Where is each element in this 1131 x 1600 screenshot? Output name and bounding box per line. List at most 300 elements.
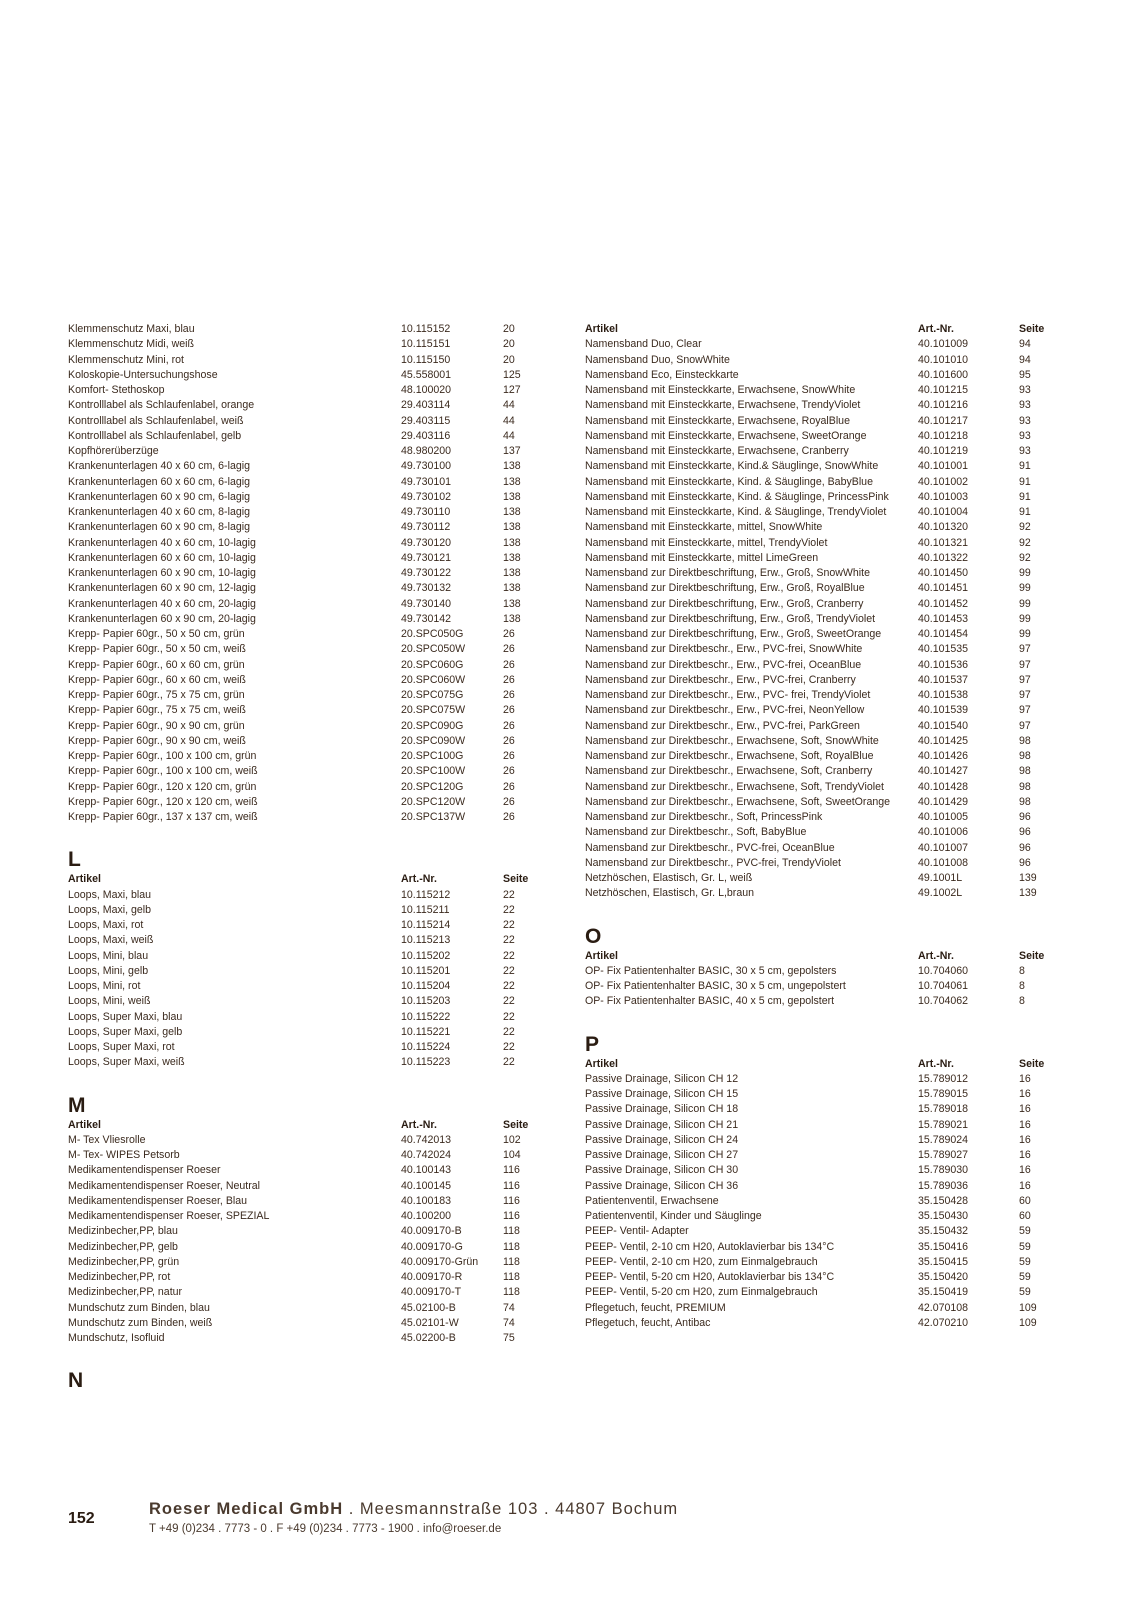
article-number: 20.SPC137W [401, 811, 466, 823]
article-name: Passive Drainage, Silicon CH 30 [585, 1164, 739, 1177]
article-number: 10.115202 [401, 949, 451, 962]
article-number: 10.115224 [401, 1041, 451, 1053]
article-name: Namensband mit Einsteckkarte, Erwachsene, SweetOrange [585, 429, 867, 442]
page-ref: 96 [1019, 826, 1031, 839]
table-row [68, 490, 521, 505]
article-number: 10.115221 [401, 1025, 451, 1038]
article-name: Mundschutz zum Binden, weiß [68, 1316, 213, 1329]
article-name: OP- Fix Patientenhalter BASIC, 30 x 5 cm, ungepolstert [585, 980, 846, 992]
table-row [585, 1209, 1031, 1224]
article-name: Netzhöschen, Elastisch, Gr. L, weiß [585, 872, 753, 884]
section-letter: N [68, 1369, 84, 1393]
article-number: 15.789018 [918, 1103, 969, 1116]
article-number: 15.789036 [918, 1179, 969, 1192]
article-number: 40.101001 [918, 460, 969, 473]
header-page-ref: Seite [503, 1118, 529, 1131]
page-ref: 118 [503, 1240, 520, 1253]
page-ref: 22 [503, 995, 515, 1008]
article-name: Namensband zur Direktbeschr., Erw., PVC- frei, TrendyViolet [585, 689, 871, 701]
table-row [585, 795, 1031, 810]
page-ref: 75 [503, 1332, 515, 1344]
article-name: Medikamentendispenser Roeser, SPEZIAL [68, 1210, 270, 1222]
article-number: 40.101006 [918, 826, 969, 839]
table-row [585, 581, 1031, 596]
article-name: Namensband zur Direktbeschr., Erw., PVC-frei, Cranberry [585, 673, 856, 686]
index-section [68, 1093, 529, 1347]
article-number: 40.100183 [401, 1194, 452, 1207]
table-row [585, 429, 1031, 444]
article-name: M- Tex Vliesrolle [68, 1133, 146, 1146]
page-ref: 138 [503, 551, 521, 564]
page-ref: 26 [503, 643, 515, 656]
article-number: 42.070108 [918, 1301, 969, 1314]
page-ref: 91 [1019, 490, 1031, 503]
page-ref: 138 [503, 521, 521, 534]
article-name: Krepp- Papier 60gr., 90 x 90 cm, grün [68, 719, 245, 732]
article-name: Pflegetuch, feucht, Antibac [585, 1316, 711, 1329]
page-ref: 22 [503, 919, 515, 931]
article-name: Namensband zur Direktbeschriftung, Erw., Groß, SweetOrange [585, 628, 882, 640]
article-number: 20.SPC060W [401, 673, 466, 686]
article-name: Koloskopie-Untersuchungshose [68, 368, 218, 381]
page-ref: 138 [503, 612, 521, 625]
page-ref: 60 [1019, 1194, 1031, 1207]
article-name: Namensband Duo, SnowWhite [585, 353, 730, 366]
table-row [68, 888, 515, 903]
page-ref: 116 [503, 1210, 520, 1222]
article-number: 40.101425 [918, 734, 969, 747]
article-name: Namensband zur Direktbeschr., PVC-frei, OceanBlue [585, 841, 835, 854]
article-number: 49.1001L [918, 872, 963, 884]
article-number: 10.115151 [401, 338, 451, 351]
company-address: . Meesmannstraße 103 . 44807 Bochum [348, 1500, 679, 1518]
article-name: Loops, Maxi, rot [68, 919, 144, 931]
page-number: 152 [68, 1510, 95, 1527]
article-name: M- Tex- WIPES Petsorb [68, 1149, 180, 1161]
table-row [68, 1148, 521, 1163]
table-row [68, 1301, 515, 1316]
article-name: Krankenunterlagen 60 x 90 cm, 12-lagig [68, 582, 256, 595]
page-ref: 22 [503, 1010, 515, 1023]
table-row [585, 597, 1031, 612]
article-number: 20.SPC090G [401, 719, 464, 732]
article-name: Namensband Eco, Einsteckkarte [585, 368, 739, 381]
table-row [68, 780, 515, 795]
page-ref: 22 [503, 980, 515, 992]
page-ref: 44 [503, 429, 515, 442]
article-name: Kopfhörerüberzüge [68, 445, 159, 457]
article-name: Mundschutz, Isofluid [68, 1332, 165, 1344]
article-number: 35.150432 [918, 1225, 969, 1238]
page-ref: 20 [503, 353, 515, 366]
article-name: Patientenventil, Erwachsene [585, 1194, 719, 1207]
article-name: Namensband mit Einsteckkarte, Erwachsene, RoyalBlue [585, 414, 850, 427]
table-row [68, 566, 521, 581]
header-article-number: Art.-Nr. [918, 1057, 954, 1070]
header-article-name: Artikel [68, 1118, 101, 1131]
page-ref: 16 [1019, 1133, 1031, 1146]
article-number: 15.789021 [918, 1118, 969, 1131]
article-name: Krepp- Papier 60gr., 75 x 75 cm, grün [68, 689, 245, 701]
article-name: Namensband zur Direktbeschr., Erw., PVC-frei, NeonYellow [585, 704, 865, 717]
page-ref: 26 [503, 719, 515, 732]
section-letter: O [585, 924, 602, 948]
table-row [68, 1179, 520, 1194]
table-row [68, 353, 515, 368]
article-name: Namensband mit Einsteckkarte, Erwachsene, SnowWhite [585, 384, 856, 396]
article-name: Loops, Super Maxi, weiß [68, 1056, 185, 1069]
article-name: Namensband mit Einsteckkarte, Erwachsene, TrendyViolet [585, 399, 861, 412]
table-row [585, 1133, 1031, 1148]
article-number: 40.101009 [918, 338, 969, 351]
article-number: 40.101537 [918, 673, 969, 686]
page-ref: 102 [503, 1133, 521, 1146]
article-name: Namensband zur Direktbeschriftung, Erw., Groß, SnowWhite [585, 567, 870, 579]
table-row [68, 642, 515, 657]
article-name: Mundschutz zum Binden, blau [68, 1301, 210, 1314]
left-column [68, 322, 529, 1393]
table-row [68, 933, 515, 948]
table-row [585, 749, 1031, 764]
article-name: Krepp- Papier 60gr., 60 x 60 cm, weiß [68, 673, 246, 686]
page-ref: 98 [1019, 734, 1031, 747]
article-name: Klemmenschutz Maxi, blau [68, 323, 195, 335]
article-name: Krankenunterlagen 40 x 60 cm, 10-lagig [68, 536, 256, 549]
page-ref: 20 [503, 338, 515, 351]
article-name: Medizinbecher,PP, gelb [68, 1240, 178, 1253]
table-row [585, 536, 1031, 551]
page-ref: 97 [1019, 704, 1031, 717]
table-row [68, 1025, 515, 1040]
page-ref: 16 [1019, 1103, 1031, 1116]
article-number: 40.101320 [918, 521, 969, 534]
table-row [585, 1072, 1031, 1087]
article-name: Medikamentendispenser Roeser, Blau [68, 1194, 248, 1207]
table-row [68, 1133, 521, 1148]
table-row [585, 337, 1031, 352]
table-row [68, 475, 521, 490]
table-row [68, 903, 515, 918]
page-ref: 138 [503, 490, 521, 503]
table-row [585, 979, 1025, 994]
header-article-name: Artikel [585, 323, 618, 335]
article-number: 49.730142 [401, 612, 452, 625]
article-number: 10.115223 [401, 1056, 451, 1069]
page-ref: 98 [1019, 780, 1031, 793]
article-name: Namensband mit Einsteckkarte, Kind.& Säuglinge, SnowWhite [585, 460, 879, 473]
article-name: Krepp- Papier 60gr., 137 x 137 cm, weiß [68, 811, 258, 823]
article-number: 35.150428 [918, 1194, 969, 1207]
header-article-number: Art.-Nr. [401, 1118, 437, 1131]
table-row [68, 414, 515, 429]
table-row [585, 475, 1031, 490]
article-name: Namensband zur Direktbeschriftung, Erw., Groß, TrendyViolet [585, 612, 876, 625]
article-number: 40.101003 [918, 490, 969, 503]
page-ref: 138 [503, 567, 521, 579]
table-row [585, 1163, 1031, 1178]
article-number: 10.115212 [401, 888, 451, 901]
article-name: Medizinbecher,PP, blau [68, 1225, 178, 1238]
article-number: 20.SPC050G [401, 628, 464, 640]
table-row [68, 536, 521, 551]
table-row [585, 658, 1031, 673]
table-row [585, 1255, 1031, 1270]
page-ref: 44 [503, 414, 515, 427]
article-number: 10.115201 [401, 964, 451, 977]
article-number: 49.730100 [401, 460, 452, 473]
page-ref: 26 [503, 658, 515, 671]
header-page-ref: Seite [1019, 323, 1045, 335]
table-row [585, 688, 1031, 703]
table-header [585, 1057, 1045, 1072]
article-number: 15.789015 [918, 1088, 969, 1100]
page-ref: 16 [1019, 1164, 1031, 1177]
table-row [585, 871, 1037, 886]
page-ref: 91 [1019, 460, 1031, 473]
article-number: 10.115204 [401, 980, 451, 992]
table-row [585, 1240, 1031, 1255]
table-row [68, 1270, 520, 1285]
article-number: 10.115222 [401, 1010, 451, 1023]
article-number: 49.1002L [918, 887, 963, 900]
page-ref: 74 [503, 1316, 515, 1329]
page-ref: 22 [503, 903, 515, 916]
header-article-number: Art.-Nr. [918, 949, 954, 962]
page-ref: 138 [503, 475, 521, 488]
table-row [585, 886, 1037, 901]
article-number: 40.101218 [918, 429, 969, 442]
page-ref: 22 [503, 964, 515, 977]
page-ref: 138 [503, 506, 521, 518]
article-number: 40.101540 [918, 719, 969, 732]
article-number: 49.730122 [401, 567, 452, 579]
table-row [68, 1055, 515, 1070]
table-row [68, 1040, 515, 1055]
article-name: Krankenunterlagen 60 x 60 cm, 10-lagig [68, 551, 256, 564]
table-row [68, 918, 515, 933]
table-row [585, 1102, 1031, 1117]
article-number: 20.SPC075W [401, 704, 466, 717]
article-number: 10.704061 [918, 980, 969, 992]
article-number: 40.101427 [918, 765, 969, 778]
article-number: 20.SPC050W [401, 643, 466, 656]
page-ref: 94 [1019, 338, 1031, 351]
article-name: Patientenventil, Kinder und Säuglinge [585, 1210, 762, 1222]
article-name: Pflegetuch, feucht, PREMIUM [585, 1301, 726, 1314]
article-name: Namensband zur Direktbeschr., Erwachsene, Soft, SnowWhite [585, 734, 879, 747]
page-ref: 93 [1019, 384, 1031, 396]
article-number: 40.101322 [918, 551, 969, 564]
table-row [68, 994, 515, 1009]
table-row [585, 856, 1031, 871]
page-ref: 97 [1019, 719, 1031, 732]
article-name: Klemmenschutz Midi, weiß [68, 338, 194, 351]
article-number: 40.101426 [918, 750, 969, 762]
article-number: 40.101451 [918, 582, 969, 595]
article-number: 35.150430 [918, 1210, 969, 1222]
table-row [585, 1285, 1031, 1300]
article-number: 35.150416 [918, 1240, 969, 1253]
table-row [68, 459, 521, 474]
table-row [585, 703, 1031, 718]
article-number: 40.101600 [918, 368, 969, 381]
article-name: Namensband zur Direktbeschr., Erwachsene, Soft, TrendyViolet [585, 780, 884, 793]
page-ref: 139 [1019, 872, 1037, 884]
page-ref: 26 [503, 765, 515, 778]
article-number: 45.02200-B [401, 1332, 456, 1344]
article-name: Loops, Maxi, blau [68, 888, 152, 901]
page-ref: 22 [503, 949, 515, 962]
page-ref: 137 [503, 445, 521, 457]
page-ref: 92 [1019, 521, 1031, 534]
index-section [585, 1032, 1045, 1332]
header-article-name: Artikel [585, 949, 618, 962]
table-header [585, 322, 1045, 337]
page-ref: 95 [1019, 368, 1031, 381]
article-name: Medizinbecher,PP, rot [68, 1271, 171, 1283]
article-number: 15.789024 [918, 1133, 969, 1146]
table-row [68, 688, 515, 703]
article-name: Namensband mit Einsteckkarte, mittel LimeGreen [585, 551, 819, 564]
page-ref: 99 [1019, 582, 1031, 595]
article-number: 49.730112 [401, 521, 451, 534]
page-ref: 94 [1019, 353, 1031, 366]
article-number: 45.02101-W [401, 1316, 459, 1329]
article-name: Loops, Super Maxi, rot [68, 1041, 175, 1053]
article-number: 20.SPC120W [401, 795, 466, 808]
page-ref: 96 [1019, 841, 1031, 854]
page-ref: 138 [503, 460, 521, 473]
index-section [585, 322, 1045, 902]
table-row [68, 383, 521, 398]
page-ref: 93 [1019, 399, 1031, 412]
article-name: Kontrolllabel als Schlaufenlabel, gelb [68, 429, 242, 442]
table-row [585, 1224, 1031, 1239]
article-name: Namensband mit Einsteckkarte, Kind. & Säuglinge, TrendyViolet [585, 506, 887, 518]
page-ref: 138 [503, 597, 521, 610]
article-name: Namensband mit Einsteckkarte, Kind. & Säuglinge, BabyBlue [585, 475, 873, 488]
article-name: Krankenunterlagen 60 x 90 cm, 10-lagig [68, 567, 256, 579]
article-name: Namensband zur Direktbeschr., Erw., PVC-frei, ParkGreen [585, 719, 860, 732]
article-number: 35.150415 [918, 1255, 969, 1268]
page-ref: 109 [1019, 1301, 1037, 1314]
table-row [585, 1118, 1031, 1133]
article-name: Loops, Maxi, gelb [68, 903, 152, 916]
article-number: 10.115213 [401, 934, 451, 947]
article-number: 20.SPC120G [401, 780, 464, 793]
article-number: 49.730120 [401, 536, 452, 549]
table-row [68, 398, 515, 413]
table-row [68, 734, 515, 749]
article-name: Namensband zur Direktbeschr., Erwachsene, Soft, Cranberry [585, 765, 873, 778]
table-row [585, 383, 1031, 398]
article-name: Namensband zur Direktbeschriftung, Erw., Groß, Cranberry [585, 597, 864, 610]
article-number: 40.009170-G [401, 1240, 463, 1253]
header-article-number: Art.-Nr. [918, 323, 954, 335]
table-row [585, 1087, 1031, 1102]
page-ref: 8 [1019, 964, 1025, 977]
page-ref: 92 [1019, 536, 1031, 549]
table-row [585, 1194, 1031, 1209]
article-number: 40.101007 [918, 841, 969, 854]
right-column [585, 322, 1045, 1331]
table-row [585, 841, 1031, 856]
article-name: Krepp- Papier 60gr., 90 x 90 cm, weiß [68, 734, 246, 747]
article-number: 40.101452 [918, 597, 969, 610]
section-letter: P [585, 1032, 600, 1056]
article-number: 10.704062 [918, 995, 969, 1008]
company-name: Roeser Medical GmbH [149, 1500, 344, 1518]
article-name: Namensband zur Direktbeschr., Soft, PrincessPink [585, 811, 823, 823]
header-page-ref: Seite [1019, 949, 1045, 962]
table-row [585, 825, 1031, 840]
table-row [68, 1316, 515, 1331]
article-number: 40.101538 [918, 689, 969, 701]
page-ref: 26 [503, 780, 515, 793]
table-row [68, 658, 515, 673]
article-name: Krepp- Papier 60gr., 50 x 50 cm, weiß [68, 643, 246, 656]
page-ref: 97 [1019, 689, 1031, 701]
table-row [585, 490, 1031, 505]
article-number: 40.101216 [918, 399, 969, 412]
article-name: PEEP- Ventil, 5-20 cm H20, zum Einmalgebrauch [585, 1286, 818, 1299]
article-number: 40.101539 [918, 704, 969, 717]
table-row [585, 612, 1031, 627]
article-number: 40.101010 [918, 353, 969, 366]
article-number: 49.730110 [401, 506, 451, 518]
table-row [585, 964, 1025, 979]
index-section [68, 848, 529, 1070]
table-row [585, 444, 1031, 459]
table-row [68, 1285, 520, 1300]
article-number: 20.SPC060G [401, 658, 464, 671]
article-name: Krankenunterlagen 40 x 60 cm, 6-lagig [68, 460, 250, 473]
page-ref: 118 [503, 1286, 520, 1299]
page-ref: 138 [503, 582, 521, 595]
article-number: 40.100143 [401, 1164, 452, 1177]
page-ref: 116 [503, 1164, 520, 1177]
table-row [585, 459, 1031, 474]
table-row [68, 749, 515, 764]
page-ref: 93 [1019, 445, 1031, 457]
page-ref: 139 [1019, 887, 1037, 900]
article-number: 49.730140 [401, 597, 452, 610]
article-number: 29.403115 [401, 414, 451, 427]
table-row [585, 520, 1031, 535]
table-header [68, 872, 529, 887]
article-name: Passive Drainage, Silicon CH 18 [585, 1103, 739, 1116]
article-name: PEEP- Ventil, 2-10 cm H20, Autoklavierbar bis 134°C [585, 1240, 835, 1253]
table-row [68, 964, 515, 979]
page-ref: 104 [503, 1149, 521, 1161]
article-name: OP- Fix Patientenhalter BASIC, 40 x 5 cm, gepolstert [585, 995, 835, 1008]
article-name: Klemmenschutz Mini, rot [68, 353, 184, 366]
header-article-name: Artikel [68, 873, 101, 886]
table-header [68, 1118, 529, 1133]
table-row [585, 1316, 1037, 1331]
page-ref: 26 [503, 673, 515, 686]
header-article-number: Art.-Nr. [401, 873, 437, 886]
page-ref: 116 [503, 1194, 520, 1207]
article-name: Krankenunterlagen 60 x 90 cm, 6-lagig [68, 490, 250, 503]
page-ref: 118 [503, 1271, 520, 1283]
article-number: 49.730102 [401, 490, 452, 503]
article-number: 40.009170-T [401, 1286, 462, 1299]
table-row [585, 551, 1031, 566]
page-ref: 44 [503, 399, 515, 412]
article-name: Loops, Mini, gelb [68, 964, 149, 977]
article-name: Krepp- Papier 60gr., 120 x 120 cm, weiß [68, 795, 258, 808]
